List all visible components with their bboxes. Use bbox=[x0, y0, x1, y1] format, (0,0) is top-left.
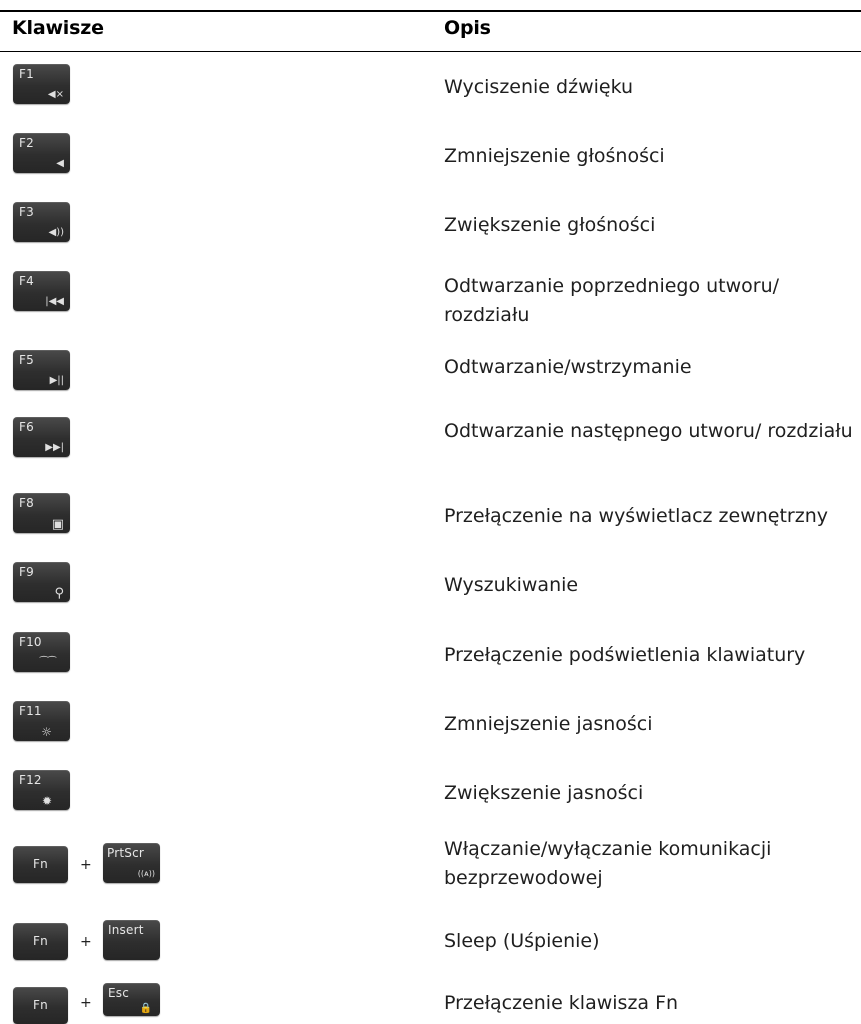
key-description: Odtwarzanie/wstrzymanie bbox=[444, 356, 692, 378]
key-description: Zmniejszenie głośności bbox=[444, 145, 665, 167]
previous-track-icon: |◀◀ bbox=[45, 296, 64, 307]
key-label: F1 bbox=[19, 67, 34, 81]
key-label: F5 bbox=[19, 353, 34, 367]
table-top-rule bbox=[0, 10, 861, 12]
key-label: F4 bbox=[19, 274, 34, 288]
key-label: Esc bbox=[108, 986, 130, 1000]
key-description: Zwiększenie głośności bbox=[444, 214, 656, 236]
key-esc bbox=[103, 983, 160, 1016]
key-f11 bbox=[13, 701, 70, 741]
key-label: F12 bbox=[19, 773, 42, 787]
play-pause-icon: ▶|| bbox=[49, 375, 64, 386]
brightness-down-icon: ☼ bbox=[41, 725, 52, 739]
key-label: F10 bbox=[19, 635, 42, 649]
key-f10 bbox=[13, 632, 70, 672]
key-fn bbox=[13, 987, 68, 1024]
key-label: F2 bbox=[19, 136, 34, 150]
key-insert bbox=[103, 920, 160, 960]
key-description: Włączanie/wyłączanie komunikacji bezprzewodowej bbox=[444, 838, 772, 889]
key-label: Fn bbox=[33, 857, 48, 871]
key-description: Zmniejszenie jasności bbox=[444, 713, 653, 735]
next-track-icon: ▶▶| bbox=[45, 442, 64, 453]
key-f12 bbox=[13, 770, 70, 810]
key-f2 bbox=[13, 133, 70, 173]
key-f1 bbox=[13, 64, 70, 104]
plus-sign: + bbox=[80, 995, 92, 1011]
key-label: Fn bbox=[33, 998, 48, 1012]
key-label: Insert bbox=[108, 923, 144, 937]
key-f5 bbox=[13, 350, 70, 390]
column-header-description: Opis bbox=[444, 17, 491, 39]
key-prtscr bbox=[103, 843, 160, 883]
plus-sign: + bbox=[80, 934, 92, 950]
key-label: F11 bbox=[19, 704, 42, 718]
key-fn bbox=[13, 923, 68, 960]
key-description: Odtwarzanie poprzedniego utworu/ rozdziału bbox=[444, 275, 780, 326]
key-description: Przełączenie klawisza Fn bbox=[444, 992, 679, 1014]
key-description: Sleep (Uśpienie) bbox=[444, 930, 600, 952]
search-icon: ⚲ bbox=[54, 586, 64, 601]
key-description: Przełączenie na wyświetlacz zewnętrzny bbox=[444, 505, 828, 527]
key-description: Zwiększenie jasności bbox=[444, 782, 644, 804]
key-label: F9 bbox=[19, 565, 34, 579]
key-f4 bbox=[13, 271, 70, 311]
key-f6 bbox=[13, 417, 70, 457]
key-fn bbox=[13, 846, 68, 883]
fn-lock-icon: 🔒 bbox=[139, 1003, 152, 1014]
key-description: Wyciszenie dźwięku bbox=[444, 76, 634, 98]
key-label: F8 bbox=[19, 496, 34, 510]
key-description: Odtwarzanie następnego utworu/ rozdziału bbox=[444, 420, 853, 442]
wireless-icon: ((ᴀ)) bbox=[137, 869, 155, 878]
key-f8 bbox=[13, 493, 70, 533]
external-display-icon: ▣ bbox=[51, 517, 64, 532]
key-label: PrtScr bbox=[107, 846, 145, 860]
key-description: Przełączenie podświetlenia klawiatury bbox=[444, 644, 806, 666]
plus-sign: + bbox=[80, 857, 92, 873]
mute-icon: ◀× bbox=[47, 89, 64, 100]
key-label: F6 bbox=[19, 420, 34, 434]
column-header-keys: Klawisze bbox=[12, 17, 104, 39]
key-f3 bbox=[13, 202, 70, 242]
volume-down-icon: ◀ bbox=[56, 158, 64, 169]
volume-up-icon: ◀)) bbox=[48, 227, 64, 238]
header-rule bbox=[0, 51, 861, 52]
key-label: F3 bbox=[19, 205, 34, 219]
keyboard-backlight-icon: ⁀⁀ bbox=[39, 657, 56, 668]
key-description: Wyszukiwanie bbox=[444, 574, 579, 596]
brightness-up-icon: ✹ bbox=[41, 794, 52, 808]
key-f9 bbox=[13, 562, 70, 602]
key-label: Fn bbox=[33, 934, 48, 948]
